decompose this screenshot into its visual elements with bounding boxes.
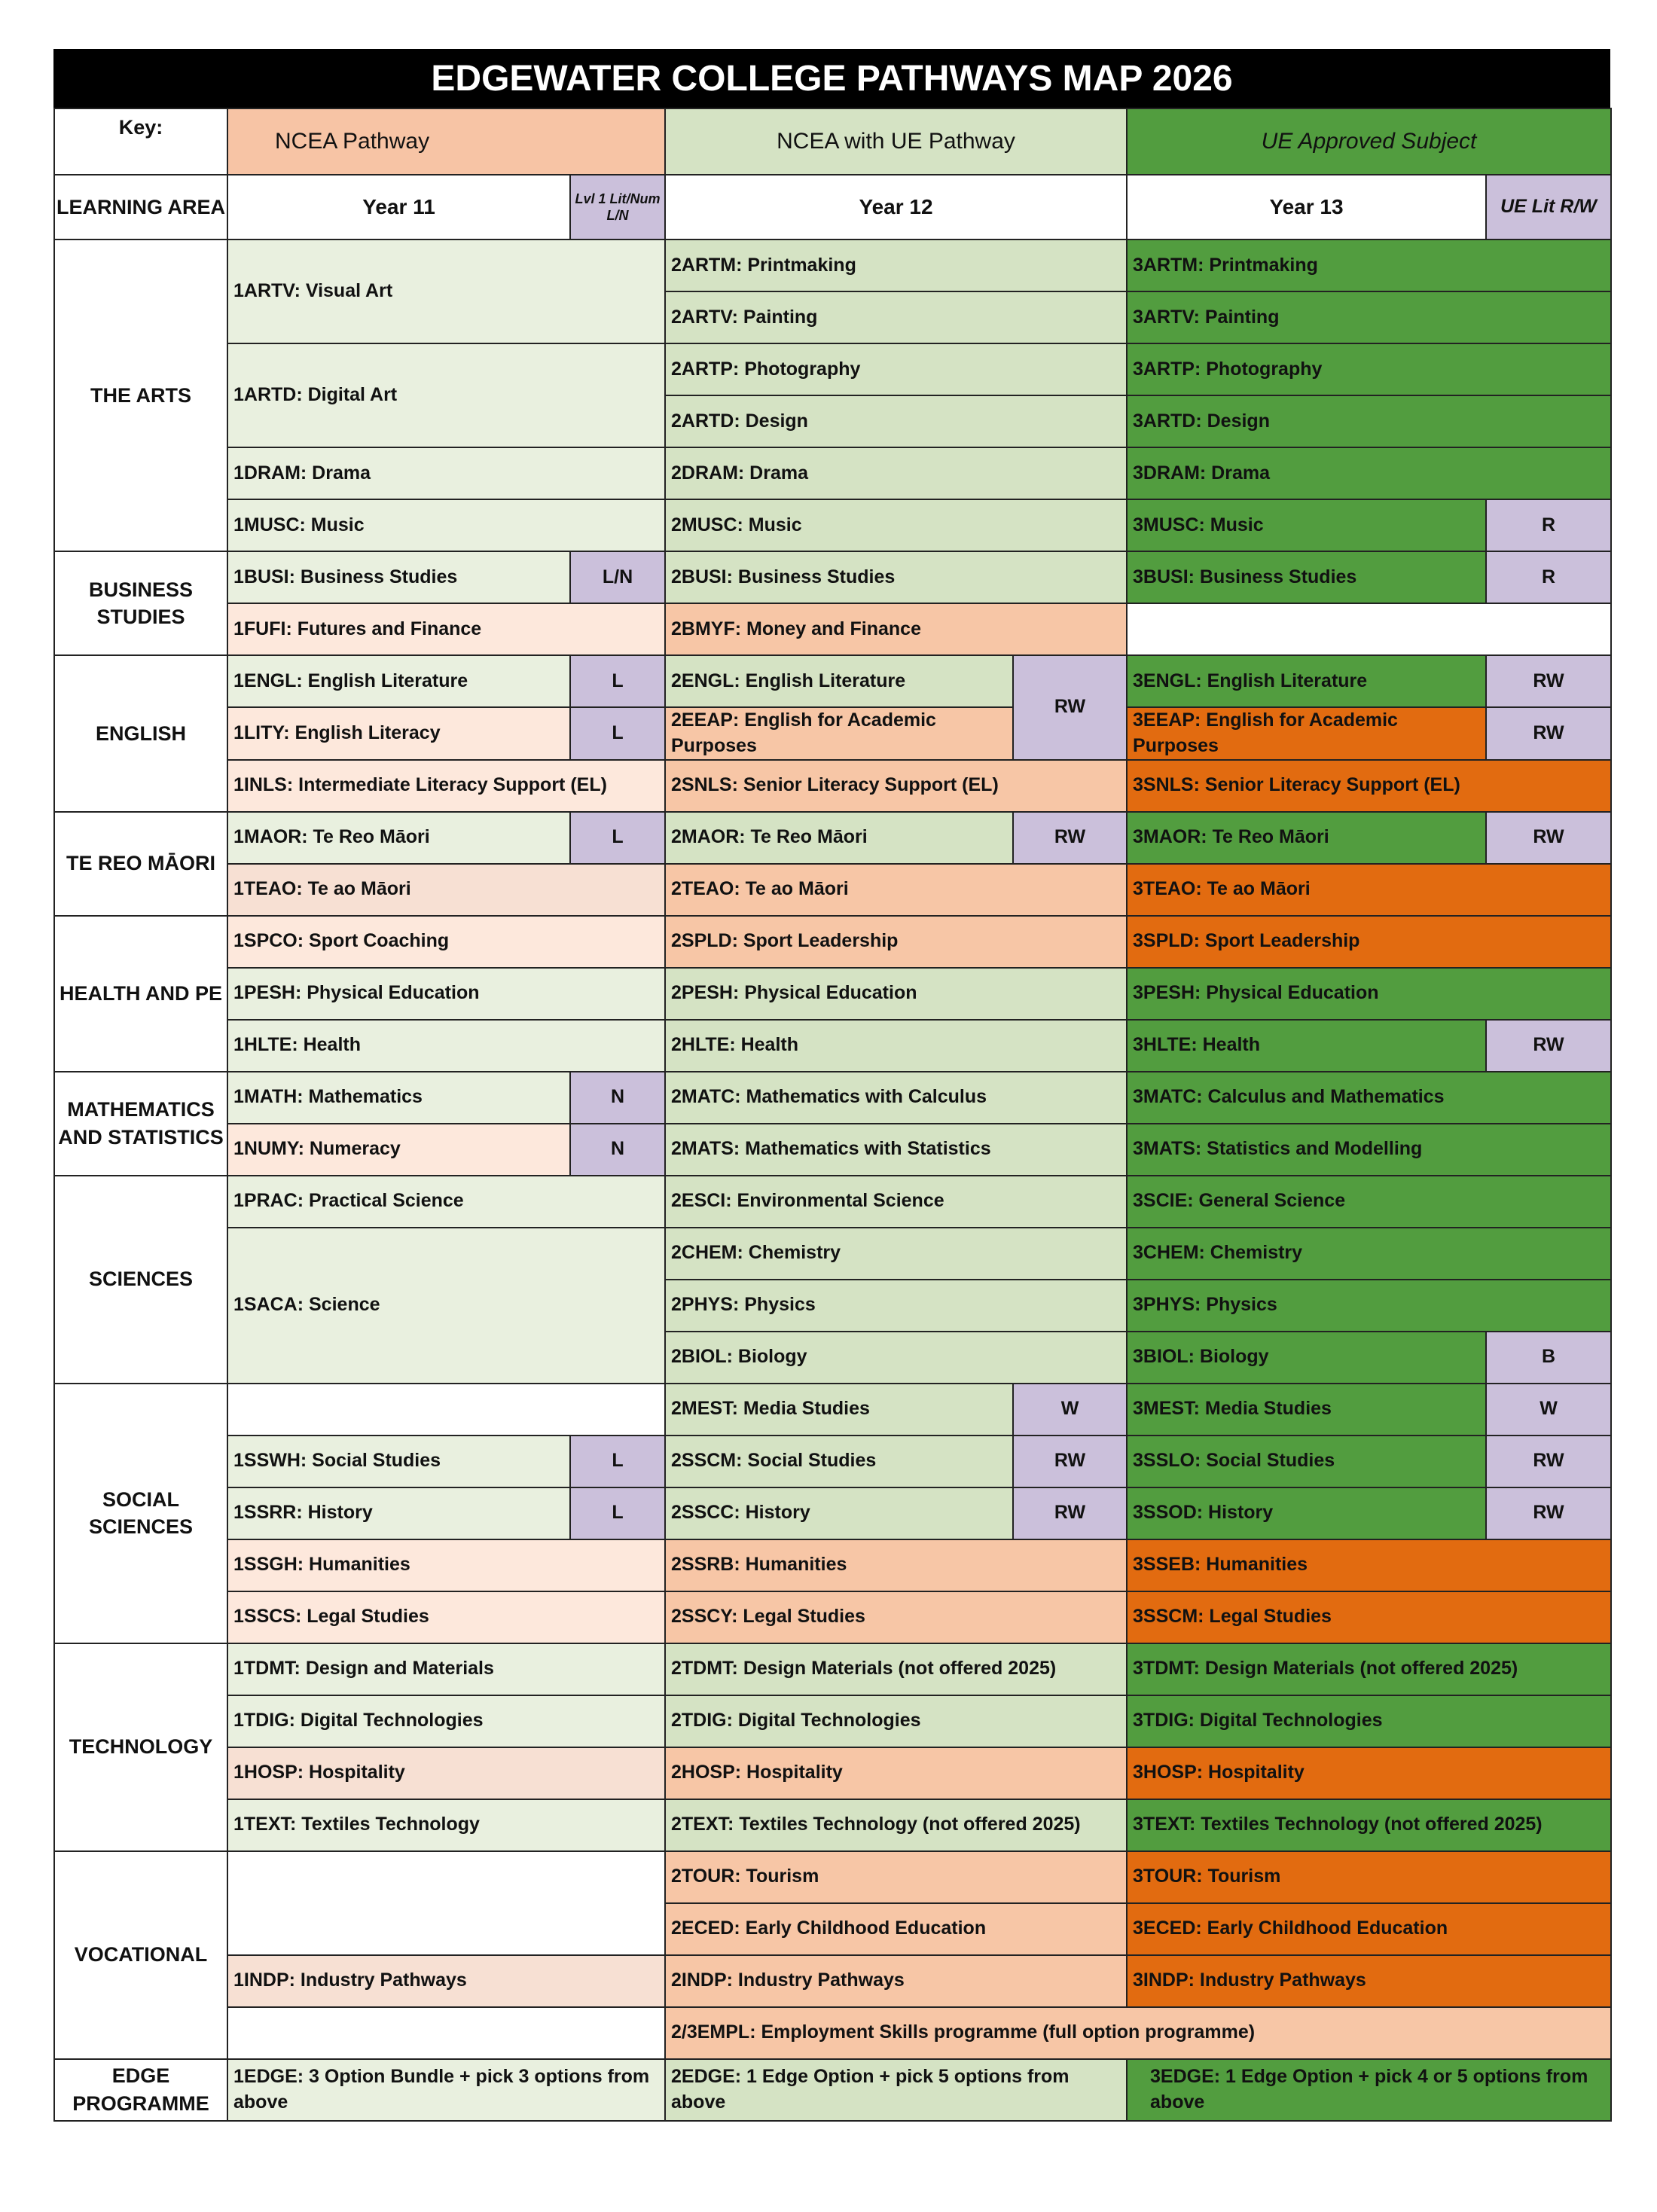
empty-cell: [227, 1851, 665, 1955]
course-cell: 3TEXT: Textiles Technology (not offered 2025): [1127, 1799, 1611, 1851]
header-lvl1-lit: Lvl 1 Lit/Num L/N: [570, 175, 665, 240]
lit-badge: W: [1013, 1384, 1127, 1436]
course-cell: 3EDGE: 1 Edge Option + pick 4 or 5 options from above: [1127, 2059, 1611, 2121]
course-cell: 1SSCS: Legal Studies: [227, 1591, 665, 1643]
course-cell: 3SCIE: General Science: [1127, 1176, 1611, 1228]
course-cell: 2INDP: Industry Pathways: [665, 1955, 1127, 2007]
area-tech: TECHNOLOGY: [54, 1643, 227, 1851]
course-cell: 3ARTV: Painting: [1127, 291, 1611, 343]
course-cell: 2CHEM: Chemistry: [665, 1228, 1127, 1280]
area-social: SOCIAL SCIENCES: [54, 1384, 227, 1643]
course-cell: 3SSCM: Legal Studies: [1127, 1591, 1611, 1643]
course-cell: 2SSCC: History: [665, 1487, 1013, 1539]
course-cell: 3BIOL: Biology: [1127, 1332, 1486, 1384]
course-cell: 1TEAO: Te ao Māori: [227, 864, 665, 916]
course-cell: 3MEST: Media Studies: [1127, 1384, 1486, 1436]
course-cell: 2TDMT: Design Materials (not offered 2025): [665, 1643, 1127, 1695]
course-cell: 1TDMT: Design and Materials: [227, 1643, 665, 1695]
course-cell: 1LITY: English Literacy: [227, 707, 570, 760]
course-cell: 2PHYS: Physics: [665, 1280, 1127, 1332]
lit-badge: RW: [1013, 655, 1127, 760]
area-health: HEALTH AND PE: [54, 916, 227, 1072]
lit-badge: RW: [1486, 707, 1611, 760]
pathways-map: [53, 49, 1610, 2122]
course-cell: 1NUMY: Numeracy: [227, 1124, 570, 1176]
course-cell: 1ARTV: Visual Art: [227, 240, 665, 343]
course-cell: 3SNLS: Senior Literacy Support (EL): [1127, 760, 1611, 812]
lit-badge: N: [570, 1072, 665, 1124]
course-cell: 1PRAC: Practical Science: [227, 1176, 665, 1228]
lit-badge: RW: [1486, 655, 1611, 707]
course-cell: 1MAOR: Te Reo Māori: [227, 812, 570, 864]
lit-badge: L: [570, 655, 665, 707]
lit-badge: R: [1486, 499, 1611, 551]
key-ncea-pathway: NCEA Pathway: [227, 108, 665, 175]
course-cell: 2SNLS: Senior Literacy Support (EL): [665, 760, 1127, 812]
course-cell: 3HLTE: Health: [1127, 1020, 1486, 1072]
area-sciences: SCIENCES: [54, 1176, 227, 1384]
course-cell: 1HLTE: Health: [227, 1020, 665, 1072]
course-cell: 1FUFI: Futures and Finance: [227, 603, 665, 655]
lit-badge: B: [1486, 1332, 1611, 1384]
course-cell: 3TEAO: Te ao Māori: [1127, 864, 1611, 916]
course-cell: 2ECED: Early Childhood Education: [665, 1903, 1127, 1955]
course-cell: 3SPLD: Sport Leadership: [1127, 916, 1611, 968]
course-cell: 2ESCI: Environmental Science: [665, 1176, 1127, 1228]
course-cell: 1SSRR: History: [227, 1487, 570, 1539]
course-cell: 2ARTM: Printmaking: [665, 240, 1127, 291]
area-maori: TE REO MĀORI: [54, 812, 227, 916]
course-cell: 2ARTP: Photography: [665, 343, 1127, 395]
course-cell: 3ECED: Early Childhood Education: [1127, 1903, 1611, 1955]
course-cell: 1SSWH: Social Studies: [227, 1436, 570, 1487]
header-ue-lit: UE Lit R/W: [1486, 175, 1611, 240]
lit-badge: RW: [1486, 1436, 1611, 1487]
course-cell: 3SSLO: Social Studies: [1127, 1436, 1486, 1487]
course-cell: 1ENGL: English Literature: [227, 655, 570, 707]
course-cell: 2TDIG: Digital Technologies: [665, 1695, 1127, 1747]
area-maths: MATHEMATICS AND STATISTICS: [54, 1072, 227, 1176]
course-cell: 3PESH: Physical Education: [1127, 968, 1611, 1020]
course-cell: 2MATS: Mathematics with Statistics: [665, 1124, 1127, 1176]
course-cell: 3ARTD: Design: [1127, 395, 1611, 447]
header-year12: Year 12: [665, 175, 1127, 240]
pathways-table: [53, 108, 1612, 2122]
area-arts: THE ARTS: [54, 240, 227, 551]
course-cell: 3BUSI: Business Studies: [1127, 551, 1486, 603]
lit-badge: L: [570, 1436, 665, 1487]
header-year11: Year 11: [227, 175, 570, 240]
course-cell: 2MATC: Mathematics with Calculus: [665, 1072, 1127, 1124]
course-cell: 2TOUR: Tourism: [665, 1851, 1127, 1903]
course-cell: 2EDGE: 1 Edge Option + pick 5 options from above: [665, 2059, 1127, 2121]
course-cell: 1TEXT: Textiles Technology: [227, 1799, 665, 1851]
course-cell: 2TEXT: Textiles Technology (not offered 2025): [665, 1799, 1127, 1851]
course-cell: 2BIOL: Biology: [665, 1332, 1127, 1384]
course-cell: 1HOSP: Hospitality: [227, 1747, 665, 1799]
course-cell: 3MUSC: Music: [1127, 499, 1486, 551]
key-ncea-ue-pathway: NCEA with UE Pathway: [665, 108, 1127, 175]
course-cell: 2BUSI: Business Studies: [665, 551, 1127, 603]
lit-badge: RW: [1013, 1436, 1127, 1487]
lit-badge: L: [570, 812, 665, 864]
course-cell: 3PHYS: Physics: [1127, 1280, 1611, 1332]
course-cell: 3DRAM: Drama: [1127, 447, 1611, 499]
lit-badge: L: [570, 707, 665, 760]
lit-badge: RW: [1486, 1487, 1611, 1539]
lit-badge: RW: [1486, 812, 1611, 864]
course-cell: 1DRAM: Drama: [227, 447, 665, 499]
course-cell: 1INLS: Intermediate Literacy Support (EL): [227, 760, 665, 812]
course-cell: 3ARTM: Printmaking: [1127, 240, 1611, 291]
empty-cell: [227, 1384, 665, 1436]
area-english: ENGLISH: [54, 655, 227, 812]
lit-badge: W: [1486, 1384, 1611, 1436]
course-cell: 3TOUR: Tourism: [1127, 1851, 1611, 1903]
course-cell: 1SSGH: Humanities: [227, 1539, 665, 1591]
course-cell: 3SSEB: Humanities: [1127, 1539, 1611, 1591]
course-cell: 2EEAP: English for Academic Purposes: [665, 707, 1013, 760]
lit-badge: RW: [1013, 812, 1127, 864]
course-cell: 3HOSP: Hospitality: [1127, 1747, 1611, 1799]
course-cell: 3CHEM: Chemistry: [1127, 1228, 1611, 1280]
area-business: BUSINESS STUDIES: [54, 551, 227, 655]
course-cell: 2MEST: Media Studies: [665, 1384, 1013, 1436]
empty-cell: [227, 2007, 665, 2059]
course-cell: 3TDMT: Design Materials (not offered 2025): [1127, 1643, 1611, 1695]
course-cell: 1MUSC: Music: [227, 499, 665, 551]
lit-badge: L: [570, 1487, 665, 1539]
course-cell: 2TEAO: Te ao Māori: [665, 864, 1127, 916]
course-cell: 1SPCO: Sport Coaching: [227, 916, 665, 968]
empty-cell: [1127, 603, 1611, 655]
course-cell: 2ARTD: Design: [665, 395, 1127, 447]
key-label: Key:: [54, 108, 227, 175]
course-cell: 1EDGE: 3 Option Bundle + pick 3 options from above: [227, 2059, 665, 2121]
course-cell: 3EEAP: English for Academic Purposes: [1127, 707, 1486, 760]
course-cell: 1ARTD: Digital Art: [227, 343, 665, 447]
course-cell: 2ENGL: English Literature: [665, 655, 1013, 707]
course-cell: 2PESH: Physical Education: [665, 968, 1127, 1020]
course-cell: 2SSRB: Humanities: [665, 1539, 1127, 1591]
lit-badge: RW: [1486, 1020, 1611, 1072]
course-cell: 3SSOD: History: [1127, 1487, 1486, 1539]
lit-badge: L/N: [570, 551, 665, 603]
course-cell: 1INDP: Industry Pathways: [227, 1955, 665, 2007]
course-cell: 3MAOR: Te Reo Māori: [1127, 812, 1486, 864]
header-learning-area: LEARNING AREA: [54, 175, 227, 240]
course-cell: 2DRAM: Drama: [665, 447, 1127, 499]
lit-badge: R: [1486, 551, 1611, 603]
course-cell: 3ARTP: Photography: [1127, 343, 1611, 395]
lit-badge: N: [570, 1124, 665, 1176]
course-cell: 2HOSP: Hospitality: [665, 1747, 1127, 1799]
course-cell: 2/3EMPL: Employment Skills programme (full option programme): [665, 2007, 1611, 2059]
area-edge: EDGE PROGRAMME: [54, 2059, 227, 2121]
area-vocational: VOCATIONAL: [54, 1851, 227, 2059]
course-cell: 3ENGL: English Literature: [1127, 655, 1486, 707]
course-cell: 1PESH: Physical Education: [227, 968, 665, 1020]
key-ue-approved: UE Approved Subject: [1127, 108, 1611, 175]
course-cell: 3MATC: Calculus and Mathematics: [1127, 1072, 1611, 1124]
course-cell: 2SPLD: Sport Leadership: [665, 916, 1127, 968]
course-cell: 2BMYF: Money and Finance: [665, 603, 1127, 655]
header-year13: Year 13: [1127, 175, 1486, 240]
course-cell: 1TDIG: Digital Technologies: [227, 1695, 665, 1747]
course-cell: 1SACA: Science: [227, 1228, 665, 1384]
course-cell: 3MATS: Statistics and Modelling: [1127, 1124, 1611, 1176]
course-cell: 3INDP: Industry Pathways: [1127, 1955, 1611, 2007]
lit-badge: RW: [1013, 1487, 1127, 1539]
course-cell: 2SSCY: Legal Studies: [665, 1591, 1127, 1643]
course-cell: 2MUSC: Music: [665, 499, 1127, 551]
course-cell: 2HLTE: Health: [665, 1020, 1127, 1072]
course-cell: 2SSCM: Social Studies: [665, 1436, 1013, 1487]
course-cell: 2MAOR: Te Reo Māori: [665, 812, 1013, 864]
course-cell: 2ARTV: Painting: [665, 291, 1127, 343]
course-cell: 3TDIG: Digital Technologies: [1127, 1695, 1611, 1747]
course-cell: 1BUSI: Business Studies: [227, 551, 570, 603]
page-title: EDGEWATER COLLEGE PATHWAYS MAP 2026: [53, 49, 1610, 108]
course-cell: 1MATH: Mathematics: [227, 1072, 570, 1124]
